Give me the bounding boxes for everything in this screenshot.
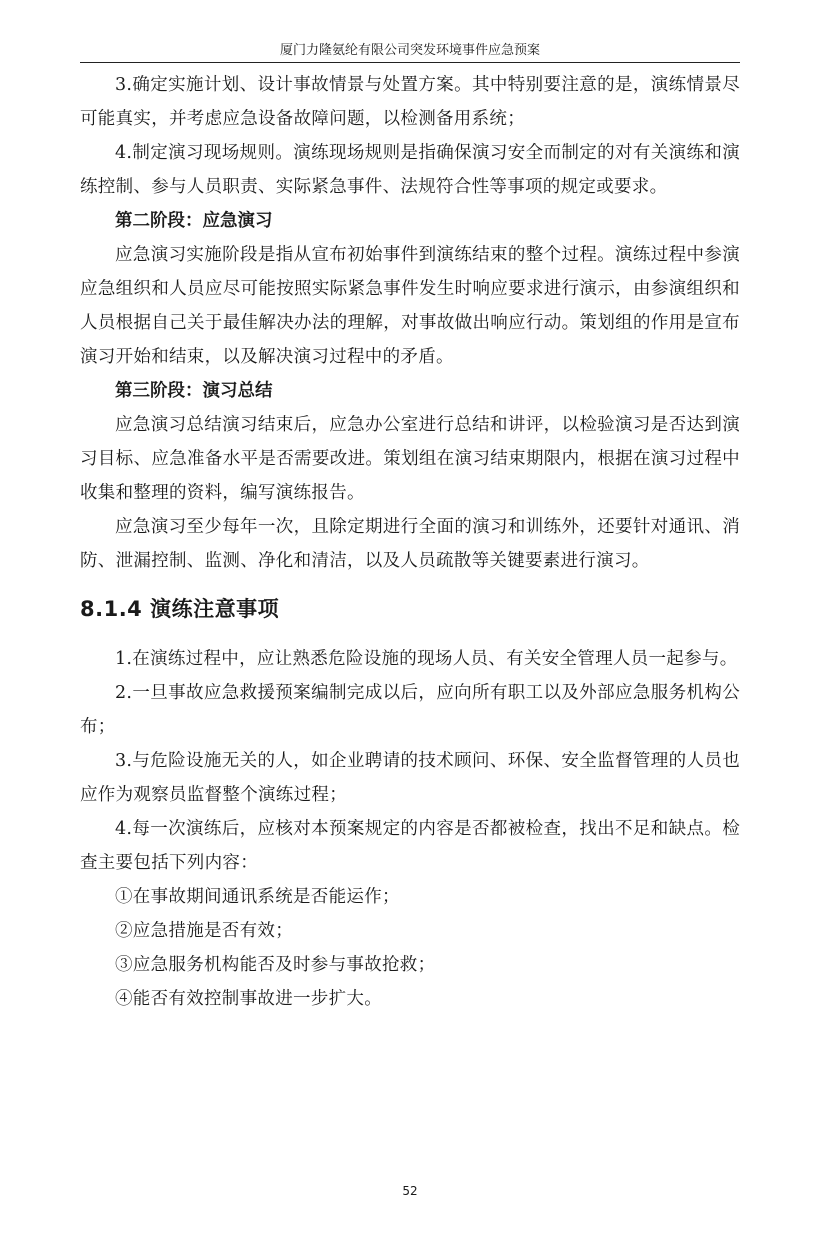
check-item-1: ①在事故期间通讯系统是否能运作； (115, 887, 400, 907)
notice-item-3: 3.与危险设施无关的人，如企业聘请的技术顾问、环保、安全监督管理的人员也应作为观察员监督整个演练过程； (80, 751, 740, 805)
check-item-2: ②应急措施是否有效； (115, 921, 293, 941)
notice-item-1: 1.在演练过程中，应让熟悉危险设施的现场人员、有关安全管理人员一起参与。 (115, 649, 738, 669)
notice-item-4: 4.每一次演练后，应核对本预案规定的内容是否都被检查，找出不足和缺点。检查主要包括下列内容： (80, 819, 740, 873)
section-heading: 8.1.4 演练注意事项 (80, 597, 280, 621)
document-body (80, 68, 740, 1016)
header-title: 厦门力隆氨纶有限公司突发环境事件应急预案 (279, 43, 540, 58)
stage2-title: 第二阶段：应急演习 (115, 211, 273, 231)
stage3-title: 第三阶段：演习总结 (115, 381, 273, 401)
check-item-3: ③应急服务机构能否及时参与事故抢救； (115, 955, 436, 975)
paragraph-item-3: 3.确定实施计划、设计事故情景与处置方案。其中特别要注意的是，演练情景尽可能真实，并考虑应急设备故障问题，以检测备用系统； (80, 75, 740, 129)
paragraph-frequency: 应急演习至少每年一次，且除定期进行全面的演习和训练外，还要针对通讯、消防、泄漏控制、监测、净化和清洁，以及人员疏散等关键要素进行演习。 (80, 517, 740, 571)
check-item-4: ④能否有效控制事故进一步扩大。 (115, 989, 382, 1009)
notice-item-2: 2.一旦事故应急救援预案编制完成以后，应向所有职工以及外部应急服务机构公布； (80, 683, 740, 737)
page-number: 52 (402, 1184, 418, 1198)
paragraph-stage2: 应急演习实施阶段是指从宣布初始事件到演练结束的整个过程。演练过程中参演应急组织和人员应尽可能按照实际紧急事件发生时响应要求进行演示，由参演组织和人员根据自己关于最佳解决办法的理解，对事故做出响应行动。策划组的作用是宣布演习开始和结束，以及解决演习过程中的矛盾。 (80, 245, 740, 367)
paragraph-stage3: 应急演习总结演习结束后，应急办公室进行总结和讲评，以检验演习是否达到演习目标、应急准备水平是否需要改进。策划组在演习结束期限内，根据在演习过程中收集和整理的资料，编写演练报告。 (80, 415, 740, 503)
paragraph-item-4: 4.制定演习现场规则。演练现场规则是指确保演习安全而制定的对有关演练和演练控制、参与人员职责、实际紧急事件、法规符合性等事项的规定或要求。 (80, 143, 740, 197)
page-header (80, 40, 740, 63)
